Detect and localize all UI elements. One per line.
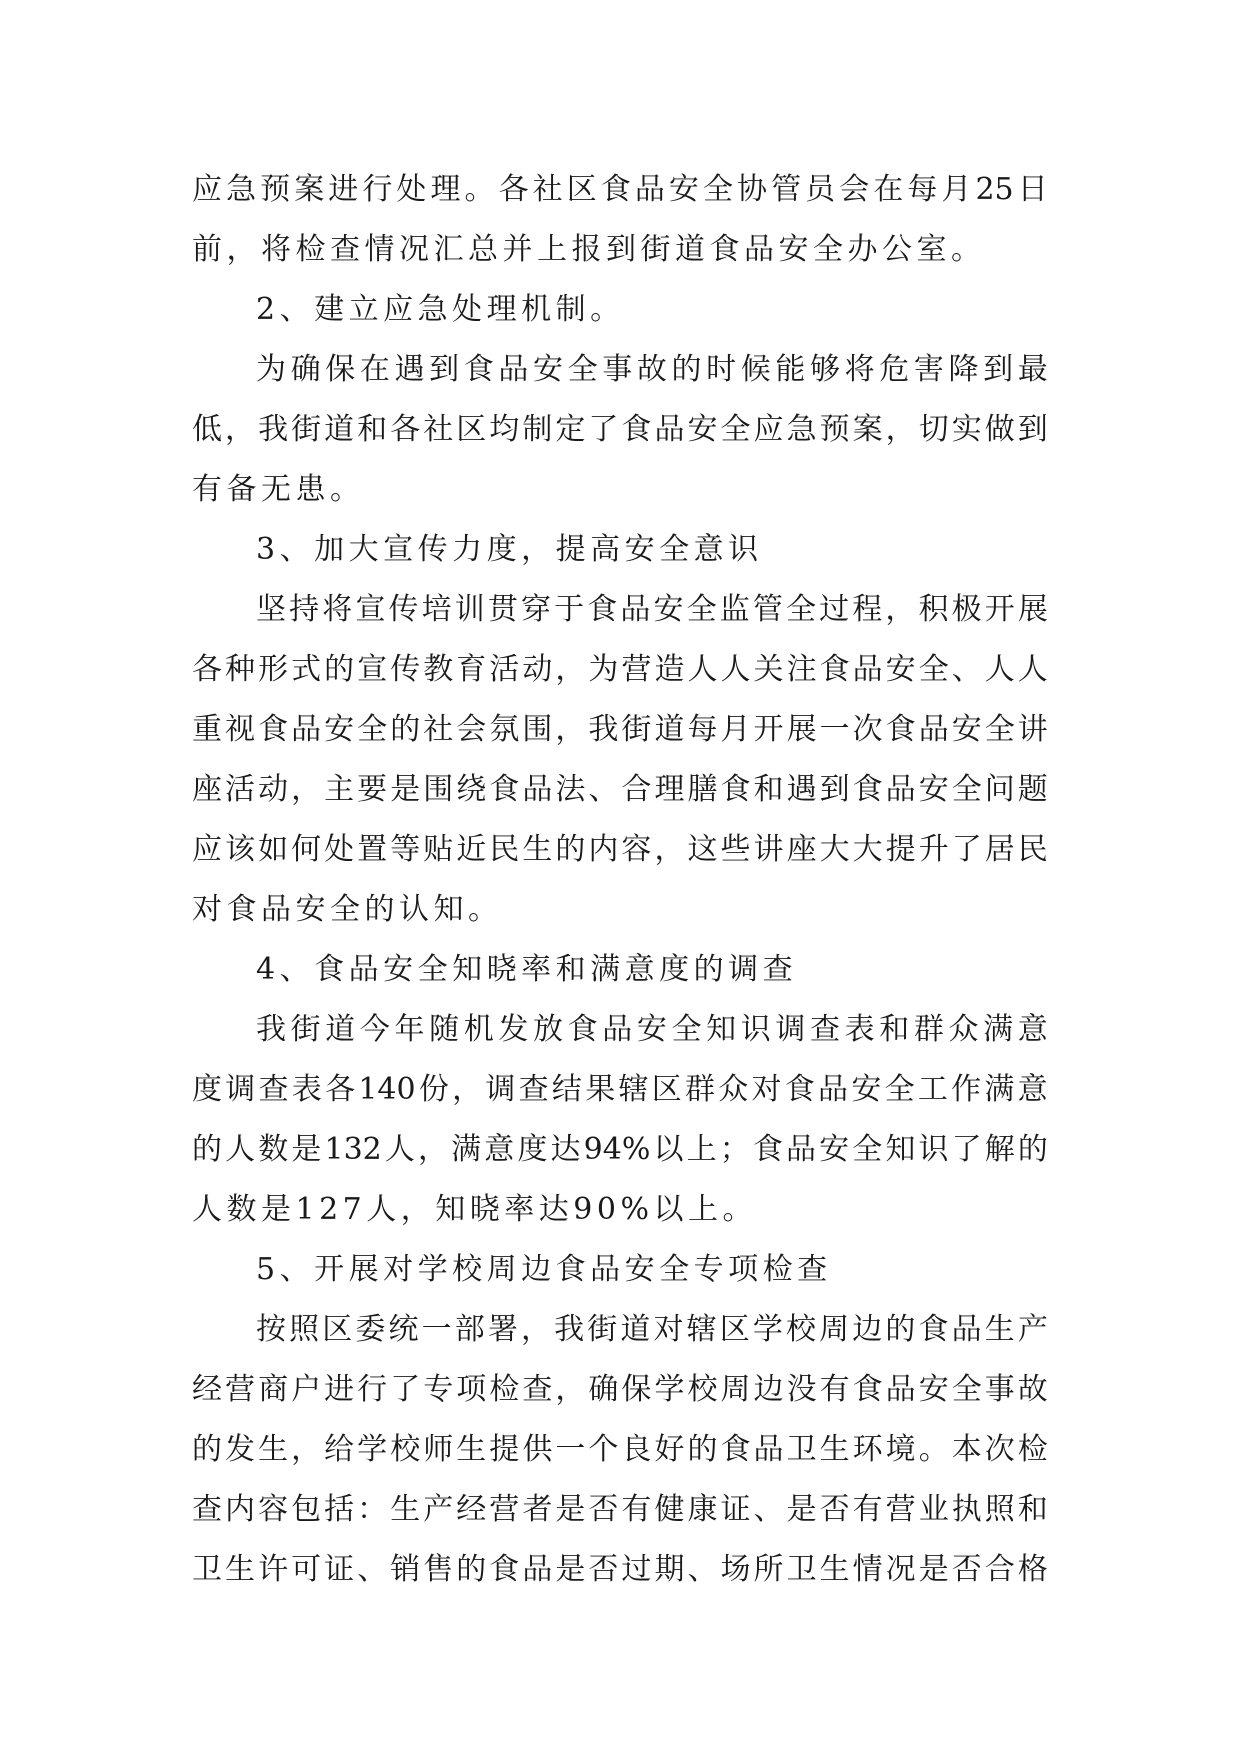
text-line: 坚 持 将 宣 传 培 训 贯 穿 于 食 品 安 全 监 管 全 过 程 ， 积 极 开 展 <box>256 592 1048 627</box>
section-heading: 2 、 建 立 应 急 处 理 机 制 。 <box>256 292 625 327</box>
section-heading: 4 、 食 品 安 全 知 晓 率 和 满 意 度 的 调 查 <box>256 952 798 987</box>
text-line: 我 街 道 今 年 随 机 发 放 食 品 安 全 知 识 调 查 表 和 群 众 满 意 <box>256 1012 1048 1047</box>
text-line: 低 ， 我 街 道 和 各 社 区 均 制 定 了 食 品 安 全 应 急 预 案 ， 切 实 做 到 <box>192 412 1048 447</box>
section-heading: 3 、 加 大 宣 传 力 度 ， 提 高 安 全 意 识 <box>256 532 763 567</box>
text-line: 应 急 预 案 进 行 处 理 。 各 社 区 食 品 安 全 协 管 员 会 在 每 月 25 日 <box>192 172 1048 207</box>
text-line: 的 发 生 ， 给 学 校 师 生 提 供 一 个 良 好 的 食 品 卫 生 环 境 。 本 次 检 <box>192 1432 1048 1467</box>
text-line: 查 内 容 包 括 ： 生 产 经 营 者 是 否 有 健 康 证 、 是 否 有 营 业 执 照 和 <box>192 1492 1048 1527</box>
text-line: 人 数 是 127 人 ， 知 晓 率 达 90% 以 上 。 <box>192 1192 757 1227</box>
text-line: 按 照 区 委 统 一 部 署 ， 我 街 道 对 辖 区 学 校 周 边 的 食 品 生 产 <box>256 1312 1048 1347</box>
text-line: 前 ， 将 检 查 情 况 汇 总 并 上 报 到 街 道 食 品 安 全 办 公 室 。 <box>192 232 986 267</box>
text-line: 重 视 食 品 安 全 的 社 会 氛 围 ， 我 街 道 每 月 开 展 一 次 食 品 安 全 讲 <box>192 712 1048 747</box>
section-heading: 5 、 开 展 对 学 校 周 边 食 品 安 全 专 项 检 查 <box>256 1252 832 1287</box>
text-line: 度 调 查 表 各 140 份 ， 调 查 结 果 辖 区 群 众 对 食 品 安 全 工 作 满 意 <box>192 1072 1048 1107</box>
text-line: 卫 生 许 可 证 、 销 售 的 食 品 是 否 过 期 、 场 所 卫 生 情 况 是 否 合 格 <box>192 1552 1048 1587</box>
text-line: 应 该 如 何 处 置 等 贴 近 民 生 的 内 容 ， 这 些 讲 座 大 大 提 升 了 居 民 <box>192 832 1048 867</box>
text-line: 经 营 商 户 进 行 了 专 项 检 查 ， 确 保 学 校 周 边 没 有 食 品 安 全 事 故 <box>192 1372 1048 1407</box>
text-line: 对 食 品 安 全 的 认 知 。 <box>192 892 503 927</box>
text-line: 的 人 数 是 132 人 ， 满 意 度 达 94% 以 上 ； 食 品 安 全 知 识 了 解 的 <box>192 1132 1048 1167</box>
text-line: 座 活 动 ， 主 要 是 围 绕 食 品 法 、 合 理 膳 食 和 遇 到 食 品 安 全 问 题 <box>192 772 1048 807</box>
text-line: 为 确 保 在 遇 到 食 品 安 全 事 故 的 时 候 能 够 将 危 害 降 到 最 <box>256 352 1048 387</box>
text-line: 各 种 形 式 的 宣 传 教 育 活 动 ， 为 营 造 人 人 关 注 食 品 安 全 、 人 人 <box>192 652 1048 687</box>
text-line: 有 备 无 患 。 <box>192 472 365 507</box>
